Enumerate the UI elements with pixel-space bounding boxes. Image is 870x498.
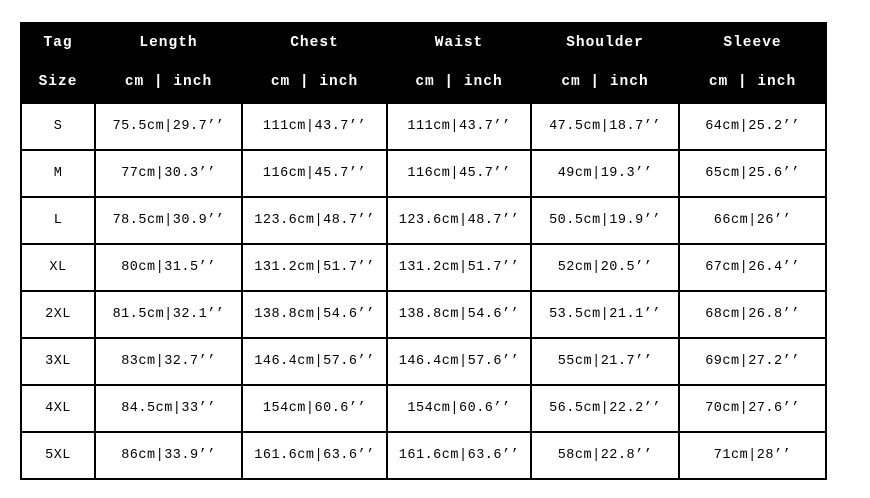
header-row bbox=[21, 23, 826, 103]
header-chest-label: Chest bbox=[290, 35, 339, 52]
shoulder-cell: 50.5cm|19.9’’ bbox=[531, 197, 679, 244]
header-waist bbox=[387, 23, 531, 103]
table-row-xl bbox=[21, 244, 826, 291]
length-cell: 75.5cm|29.7’’ bbox=[95, 103, 242, 150]
waist-cell: 154cm|60.6’’ bbox=[387, 385, 531, 432]
waist-cell: 116cm|45.7’’ bbox=[387, 150, 531, 197]
shoulder-cell: 47.5cm|18.7’’ bbox=[531, 103, 679, 150]
waist-cell: 131.2cm|51.7’’ bbox=[387, 244, 531, 291]
waist-cell: 146.4cm|57.6’’ bbox=[387, 338, 531, 385]
chest-cell: 138.8cm|54.6’’ bbox=[242, 291, 387, 338]
sleeve-cell: 71cm|28’’ bbox=[679, 432, 826, 479]
sleeve-cell: 66cm|26’’ bbox=[679, 197, 826, 244]
length-cell: 78.5cm|30.9’’ bbox=[95, 197, 242, 244]
length-cell: 77cm|30.3’’ bbox=[95, 150, 242, 197]
table-row-s bbox=[21, 103, 826, 150]
header-sleeve-label: Sleeve bbox=[723, 35, 782, 52]
chest-cell: 111cm|43.7’’ bbox=[242, 103, 387, 150]
table-row-4xl bbox=[21, 385, 826, 432]
sleeve-cell: 70cm|27.6’’ bbox=[679, 385, 826, 432]
chest-cell: 131.2cm|51.7’’ bbox=[242, 244, 387, 291]
size-cell: M bbox=[21, 150, 95, 197]
header-shoulder-label: Shoulder bbox=[566, 35, 644, 52]
header-length bbox=[95, 23, 242, 103]
waist-cell: 161.6cm|63.6’’ bbox=[387, 432, 531, 479]
chest-cell: 154cm|60.6’’ bbox=[242, 385, 387, 432]
size-cell: 5XL bbox=[21, 432, 95, 479]
header-waist-units: cm | inch bbox=[415, 74, 503, 91]
table-row-m bbox=[21, 150, 826, 197]
table-row-5xl bbox=[21, 432, 826, 479]
table-row-2xl bbox=[21, 291, 826, 338]
size-cell: 4XL bbox=[21, 385, 95, 432]
header-chest-units: cm | inch bbox=[270, 74, 359, 91]
length-cell: 84.5cm|33’’ bbox=[95, 385, 242, 432]
length-cell: 83cm|32.7’’ bbox=[95, 338, 242, 385]
header-shoulder bbox=[531, 23, 679, 103]
size-cell: 2XL bbox=[21, 291, 95, 338]
sleeve-cell: 65cm|25.6’’ bbox=[679, 150, 826, 197]
shoulder-cell: 53.5cm|21.1’’ bbox=[531, 291, 679, 338]
header-shoulder-units: cm | inch bbox=[561, 74, 649, 91]
sleeve-cell: 67cm|26.4’’ bbox=[679, 244, 826, 291]
size-chart-body bbox=[21, 103, 826, 479]
size-cell: L bbox=[21, 197, 95, 244]
waist-cell: 138.8cm|54.6’’ bbox=[387, 291, 531, 338]
header-sleeve bbox=[679, 23, 826, 103]
header-length-units: cm | inch bbox=[124, 74, 213, 91]
header-length-label: Length bbox=[139, 35, 198, 52]
header-size-label: Size bbox=[38, 74, 78, 91]
header-waist-label: Waist bbox=[434, 35, 484, 52]
header-sleeve-units: cm | inch bbox=[708, 74, 797, 91]
length-cell: 81.5cm|32.1’’ bbox=[95, 291, 242, 338]
chest-cell: 116cm|45.7’’ bbox=[242, 150, 387, 197]
sleeve-cell: 64cm|25.2’’ bbox=[679, 103, 826, 150]
header-tag-size bbox=[21, 23, 95, 103]
waist-cell: 111cm|43.7’’ bbox=[387, 103, 531, 150]
chest-cell: 161.6cm|63.6’’ bbox=[242, 432, 387, 479]
sleeve-cell: 69cm|27.2’’ bbox=[679, 338, 826, 385]
shoulder-cell: 56.5cm|22.2’’ bbox=[531, 385, 679, 432]
length-cell: 80cm|31.5’’ bbox=[95, 244, 242, 291]
sleeve-cell: 68cm|26.8’’ bbox=[679, 291, 826, 338]
size-chart-header bbox=[21, 23, 826, 103]
size-cell: 3XL bbox=[21, 338, 95, 385]
size-chart-table bbox=[20, 22, 827, 480]
shoulder-cell: 49cm|19.3’’ bbox=[531, 150, 679, 197]
header-chest bbox=[242, 23, 387, 103]
length-cell: 86cm|33.9’’ bbox=[95, 432, 242, 479]
size-cell: XL bbox=[21, 244, 95, 291]
chest-cell: 123.6cm|48.7’’ bbox=[242, 197, 387, 244]
shoulder-cell: 58cm|22.8’’ bbox=[531, 432, 679, 479]
header-tag-label: Tag bbox=[43, 35, 73, 52]
shoulder-cell: 55cm|21.7’’ bbox=[531, 338, 679, 385]
table-row-l bbox=[21, 197, 826, 244]
table-row-3xl bbox=[21, 338, 826, 385]
size-cell: S bbox=[21, 103, 95, 150]
chest-cell: 146.4cm|57.6’’ bbox=[242, 338, 387, 385]
waist-cell: 123.6cm|48.7’’ bbox=[387, 197, 531, 244]
shoulder-cell: 52cm|20.5’’ bbox=[531, 244, 679, 291]
